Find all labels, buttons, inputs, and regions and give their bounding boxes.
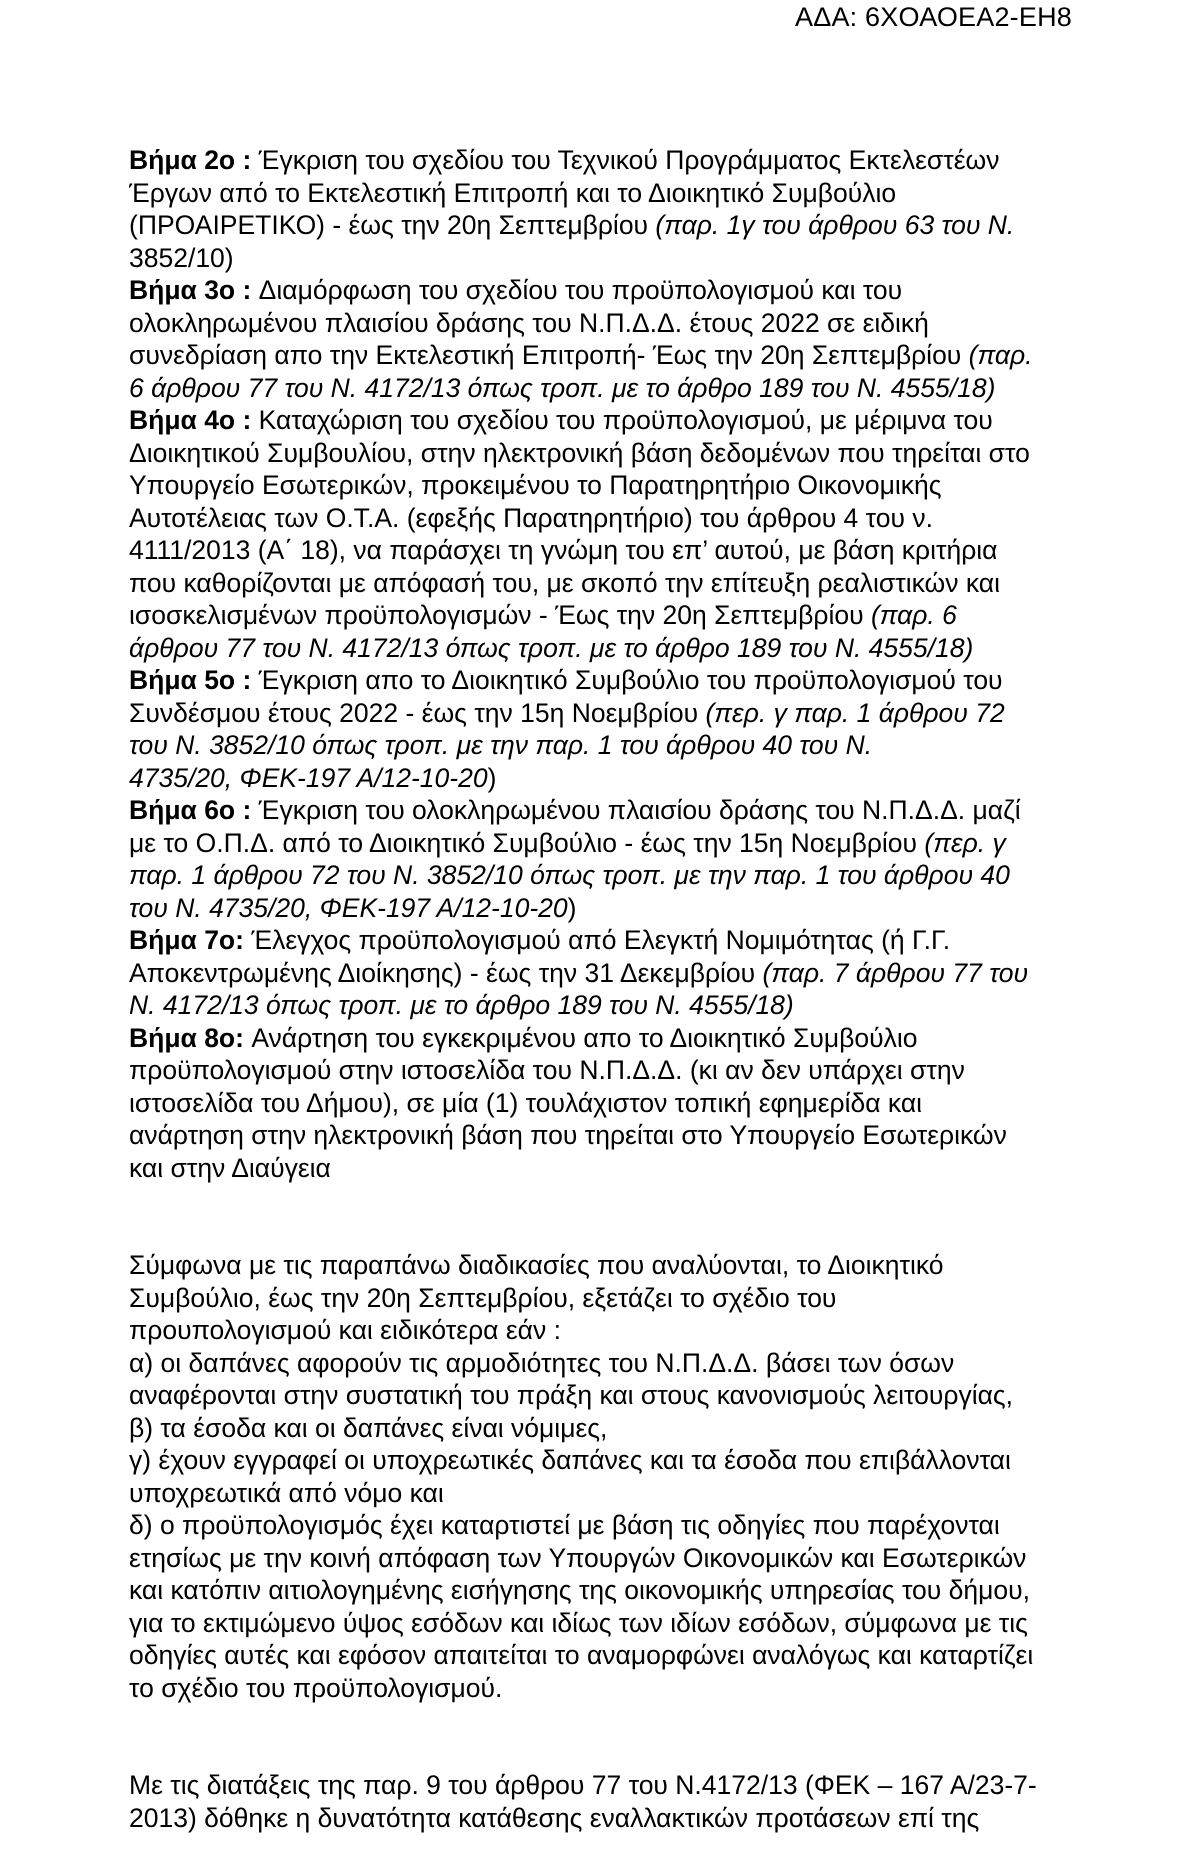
legal-reference: του Ν. 3852/10 όπως τροπ. με την παρ. 1 του άρθρου 40 του Ν. — [129, 730, 873, 760]
text-line — [129, 209, 1089, 242]
paragraph-gap — [129, 1704, 1089, 1769]
text-segment: Καταχώριση του σχεδίου του προϋπολογισμού, με μέριμνα του — [258, 405, 993, 435]
text-segment: α) οι δαπάνες αφορούν τις αρμοδιότητες του Ν.Π.Δ.Δ. βάσει των όσων — [129, 1347, 955, 1378]
text-line — [129, 307, 1089, 340]
step-heading: Βήμα 4ο : — [129, 405, 259, 435]
text-line — [129, 664, 1089, 697]
text-line — [129, 339, 1089, 372]
text-line — [129, 567, 1089, 600]
text-segment: Έγκριση του σχεδίου του Τεχνικού Προγράμματος Εκτελεστέων — [258, 145, 1000, 175]
text-segment: οδηγίες αυτές και εφόσον απαιτείται το αναμορφώνει αναλόγως και καταρτίζει — [129, 1640, 1034, 1670]
text-segment: Έργων από το Εκτελεστική Επιτροπή και το Διοικητικό Συμβούλιο — [129, 177, 897, 208]
legal-reference: (περ. γ παρ. 1 άρθρου 72 — [705, 697, 1005, 728]
text-segment: 4111/2013 (Α΄ 18), να παράσχει τη γνώμη του επ’ αυτού, με βάση κριτήρια — [129, 535, 998, 565]
text-segment: προυπολογισμού και ειδικότερα εάν : — [129, 1315, 561, 1345]
legal-reference: Ν. 4172/13 όπως τροπ. με το άρθρο 189 του Ν. 4555/18) — [129, 990, 794, 1020]
text-line — [129, 1314, 1089, 1347]
text-segment: προϋπολογισμού στην ιστοσελίδα του Ν.Π.Δ.Δ. (κι αν δεν υπάρχει στην — [129, 1055, 965, 1085]
text-segment: ) — [487, 762, 497, 793]
text-line — [129, 957, 1089, 990]
text-line — [129, 1542, 1089, 1575]
text-line — [129, 729, 1089, 762]
text-segment: (ΠΡΟΑΙΡΕΤΙΚΟ) - έως την 20η Σεπτεμβρίου — [129, 210, 656, 240]
legal-reference: 4735/20, ΦΕΚ-197 Α/12-10-20 — [129, 762, 488, 793]
text-segment: Έλεγχος προϋπολογισμού από Ελεγκτή Νομιμότητας (ή Γ.Γ. — [251, 925, 951, 955]
legal-reference: (παρ. 6 — [870, 600, 957, 630]
document-ada-code: ΑΔΑ: 6ΧΟΑΟΕΑ2-ΕΗ8 — [795, 2, 1072, 32]
text-line — [129, 794, 1089, 827]
text-segment: αναφέρονται στην συστατική του πράξη και στους κανονισμούς λειτουργίας, — [129, 1380, 1014, 1410]
text-line — [129, 1379, 1089, 1412]
text-segment: 3852/10) — [129, 242, 234, 273]
legal-reference: του Ν. 4735/20, ΦΕΚ-197 Α/12-10-20 — [129, 892, 568, 923]
text-segment: για το εκτιμώμενο ύψος εσόδων και ιδίως των ιδίων εσόδων, σύμφωνα με τις — [129, 1607, 1028, 1638]
text-line — [129, 1444, 1089, 1477]
legal-reference: 6 άρθρου 77 του Ν. 4172/13 όπως τροπ. με το άρθρο 189 του Ν. 4555/18) — [129, 372, 996, 403]
text-segment: υποχρεωτικά από νόμο και — [129, 1477, 444, 1508]
text-line — [129, 404, 1089, 437]
legal-reference: (παρ. 1γ του άρθρου 63 του Ν. — [655, 210, 1015, 240]
text-line — [129, 1412, 1089, 1445]
legal-reference: παρ. 1 άρθρου 72 του Ν. 3852/10 όπως τροπ. με την παρ. 1 του άρθρου 40 — [129, 860, 1010, 890]
text-line — [129, 274, 1089, 307]
text-segment: Έγκριση του ολοκληρωμένου πλαισίου δράσης του Ν.Π.Δ.Δ. μαζί — [258, 795, 1021, 825]
text-segment: Αποκεντρωμένης Διοίκησης) - έως την 31 Δεκεμβρίου — [129, 957, 763, 988]
step-heading: Βήμα 5ο : — [129, 665, 259, 695]
text-segment: ισοσκελισμένων προϋπολογισμών - Έως την 20η Σεπτεμβρίου — [129, 600, 871, 630]
text-line — [129, 144, 1089, 177]
text-segment: Με τις διατάξεις της παρ. 9 του άρθρου 77 του Ν.4172/13 (ΦΕΚ – 167 Α/23-7- — [129, 1770, 1037, 1800]
text-line — [129, 469, 1089, 502]
text-segment: το σχέδιο του προϋπολογισμού. — [129, 1672, 503, 1703]
text-segment: με το Ο.Π.Δ. από το Διοικητικό Συμβούλιο - έως την 15η Νοεμβρίου — [129, 827, 925, 858]
text-segment: και κατόπιν αιτιολογημένης εισήγησης της οικονομικής υπηρεσίας του δήμου, — [129, 1575, 1030, 1605]
text-line — [129, 859, 1089, 892]
step-heading: Βήμα 7ο: — [129, 925, 252, 955]
text-segment: Υπουργείο Εσωτερικών, προκειμένου το Παρατηρητήριο Οικονομικής — [129, 470, 942, 500]
text-line — [129, 827, 1089, 860]
legal-reference: άρθρου 77 του Ν. 4172/13 όπως τροπ. με το άρθρο 189 του Ν. 4555/18) — [129, 632, 974, 663]
text-line — [129, 1672, 1089, 1705]
text-segment: ανάρτηση στην ηλεκτρονική βάση που τηρείται στο Υπουργείο Εσωτερικών — [129, 1120, 1007, 1150]
text-segment: ) — [567, 892, 577, 923]
text-line — [129, 177, 1089, 210]
text-line — [129, 892, 1089, 925]
text-line — [129, 1607, 1089, 1640]
text-segment: συνεδρίαση απο την Εκτελεστική Επιτροπή- Έως την 20η Σεπτεμβρίου — [129, 340, 969, 370]
step-heading: Βήμα 2ο : — [129, 145, 259, 175]
text-line — [129, 989, 1089, 1022]
text-line — [129, 924, 1089, 957]
text-line — [129, 1087, 1089, 1120]
text-segment: Διαμόρφωση του σχεδίου του προϋπολογισμού και του — [258, 275, 903, 305]
step-heading: Βήμα 6ο : — [129, 795, 259, 825]
legal-reference: (παρ. — [968, 340, 1033, 370]
text-line — [129, 502, 1089, 535]
text-line — [129, 697, 1089, 730]
text-line — [129, 1282, 1089, 1315]
text-line — [129, 1802, 1089, 1835]
text-segment: Ανάρτηση του εγκεκριμένου απο το Διοικητικό Συμβούλιο — [251, 1022, 918, 1053]
document-body — [129, 144, 1089, 1834]
text-line — [129, 1347, 1089, 1380]
text-segment: δ) ο προϋπολογισμός έχει καταρτιστεί με βάση τις οδηγίες που παρέχονται — [129, 1510, 1000, 1540]
text-line — [129, 1639, 1089, 1672]
text-line — [129, 1152, 1089, 1185]
text-segment: Σύμφωνα με τις παραπάνω διαδικασίες που αναλύονται, το Διοικητικό — [129, 1250, 944, 1280]
text-segment: που καθορίζονται με απόφασή του, με σκοπό την επίτευξη ρεαλιστικών και — [129, 567, 1000, 598]
text-line — [129, 1022, 1089, 1055]
text-line — [129, 1574, 1089, 1607]
text-segment: ετησίως με την κοινή απόφαση των Υπουργών Οικονομικών και Εσωτερικών — [129, 1542, 1027, 1573]
text-segment: Συνδέσμου έτους 2022 - έως την 15η Νοεμβρίου — [129, 697, 706, 728]
text-line — [129, 762, 1089, 795]
paragraph-gap — [129, 1184, 1089, 1249]
text-line — [129, 437, 1089, 470]
text-line — [129, 1509, 1089, 1542]
text-segment: και στην Διαύγεια — [129, 1152, 331, 1183]
text-line — [129, 1769, 1089, 1802]
text-line — [129, 242, 1089, 275]
text-segment: γ) έχουν εγγραφεί οι υποχρεωτικές δαπάνες και τα έσοδα που επιβάλλονται — [129, 1445, 1011, 1475]
text-segment: ιστοσελίδα του Δήμου), σε μία (1) τουλάχιστον τοπική εφημερίδα και — [129, 1087, 923, 1118]
text-line — [129, 372, 1089, 405]
step-heading: Βήμα 8ο: — [129, 1022, 252, 1053]
text-line — [129, 599, 1089, 632]
text-line — [129, 1119, 1089, 1152]
text-line — [129, 534, 1089, 567]
legal-reference: (παρ. 7 άρθρου 77 του — [762, 957, 1029, 988]
text-segment: Αυτοτέλειας των Ο.Τ.Α. (εφεξής Παρατηρητήριο) του άρθρου 4 του ν. — [129, 502, 933, 533]
step-heading: Βήμα 3ο : — [129, 275, 259, 305]
text-segment: β) τα έσοδα και οι δαπάνες είναι νόμιμες, — [129, 1412, 608, 1443]
text-segment: Έγκριση απο το Διοικητικό Συμβούλιο του προϋπολογισμού του — [258, 665, 1003, 695]
text-line — [129, 1477, 1089, 1510]
legal-reference: (περ. γ — [924, 827, 1006, 858]
text-segment: Συμβούλιο, έως την 20η Σεπτεμβρίου, εξετάζει το σχέδιο του — [129, 1282, 837, 1313]
text-segment: ολοκληρωμένου πλαισίου δράσης του Ν.Π.Δ.Δ. έτους 2022 σε ειδική — [129, 307, 929, 338]
text-segment: 2013) δόθηκε η δυνατότητα κατάθεσης εναλλακτικών προτάσεων επί της — [129, 1802, 980, 1833]
text-line — [129, 1054, 1089, 1087]
text-line — [129, 1249, 1089, 1282]
text-segment: Διοικητικού Συμβουλίου, στην ηλεκτρονική βάση δεδομένων που τηρείται στο — [129, 437, 1030, 468]
text-line — [129, 632, 1089, 665]
